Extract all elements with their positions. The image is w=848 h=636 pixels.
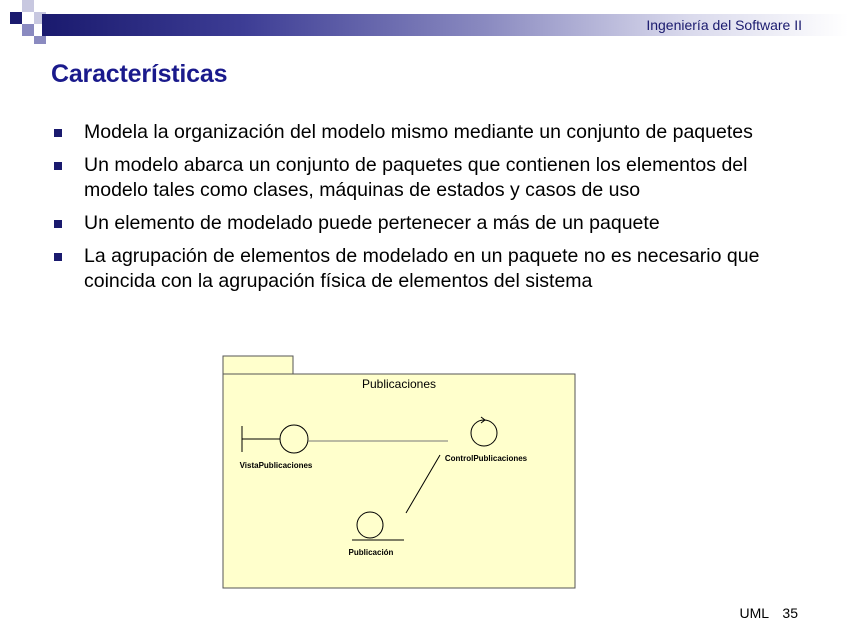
page-number: 35: [782, 605, 798, 621]
bullet-text: La agrupación de elementos de modelado en un paquete no es necesario que coincida con la agrupación física de elementos del sistema: [84, 245, 760, 292]
square-bullet-icon: [54, 162, 62, 170]
bullet-item: [50, 120, 790, 145]
boundary-label: VistaPublicaciones: [239, 461, 313, 470]
package-name: Publicaciones: [361, 377, 437, 391]
square-bullet-icon: [54, 220, 62, 228]
slide-title: Características: [51, 60, 228, 88]
course-title: Ingeniería del Software II: [646, 17, 802, 33]
slide-footer: [739, 605, 798, 621]
deco-square-3: [22, 24, 34, 36]
deco-square-1: [10, 12, 22, 24]
uml-package-diagram: [222, 355, 582, 591]
control-label: ControlPublicaciones: [444, 454, 528, 463]
entity-label: Publicación: [348, 548, 394, 557]
deco-square-2: [22, 0, 34, 12]
bullet-list: [50, 120, 790, 302]
bullet-text: Modela la organización del modelo mismo mediante un conjunto de paquetes: [84, 121, 753, 143]
package-tab: [223, 356, 293, 374]
bullet-item: [50, 211, 790, 236]
deco-square-5: [34, 36, 46, 44]
bullet-text: Un elemento de modelado puede pertenecer a más de un paquete: [84, 212, 660, 234]
package-body: [223, 374, 575, 588]
footer-section: UML: [739, 605, 769, 621]
bullet-item: [50, 153, 790, 203]
bullet-item: [50, 244, 790, 294]
square-bullet-icon: [54, 253, 62, 261]
header-band: [0, 0, 848, 40]
bullet-text: Un modelo abarca un conjunto de paquetes que contienen los elementos del modelo tales como clases, máquinas de estados y casos de uso: [84, 154, 748, 201]
square-bullet-icon: [54, 129, 62, 137]
